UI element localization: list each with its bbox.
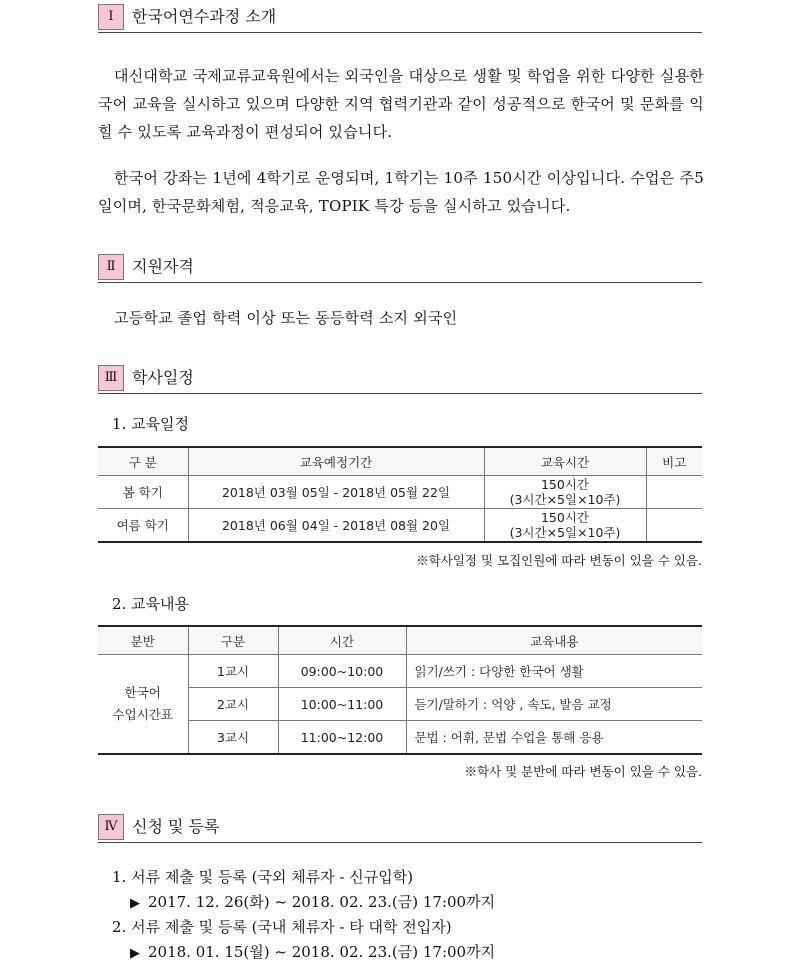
content-subtitle: 2. 교육내용: [112, 595, 190, 613]
term-cell: 여름 학기: [98, 509, 188, 543]
section-header-registration: [98, 814, 702, 843]
registration-item-title: 1. 서류 제출 및 등록 (국외 체류자 - 신규입학): [112, 868, 414, 886]
time-cell: 09:00~10:00: [278, 655, 406, 688]
period-cell: 2018년 06월 04일 - 2018년 08월 20일: [188, 509, 484, 543]
section-number: Ⅰ: [98, 4, 124, 30]
content-cell: 문법 : 어휘, 문법 수업을 통해 응용: [406, 721, 702, 755]
qualification-text: 고등학교 졸업 학력 이상 또는 동등학력 소지 외국인: [114, 309, 458, 327]
schedule-footnote: ※학사일정 및 모집인원에 따라 변동이 있을 수 있음.: [416, 553, 702, 568]
hours-cell: 150시간 (3시간×5일×10주): [484, 476, 646, 509]
section-title: 신청 및 등록: [132, 817, 220, 836]
curriculum-table: [98, 625, 702, 755]
time-cell: 10:00~11:00: [278, 688, 406, 721]
table-header-row: [98, 626, 702, 655]
content-cell: 읽기/쓰기 : 다양한 한국어 생활: [406, 655, 702, 688]
content-cell: 듣기/말하기 : 억양 , 속도, 발음 교정: [406, 688, 702, 721]
group-cell: 한국어 수업시간표: [98, 655, 188, 755]
header-cell: 구분: [188, 626, 278, 655]
section-number: Ⅳ: [98, 814, 124, 840]
header-cell: 교육예정기간: [188, 447, 484, 476]
section-header-schedule: [98, 365, 702, 394]
schedule-table: [98, 446, 702, 543]
section-title: 한국어연수과정 소개: [132, 7, 277, 26]
table-row: [98, 655, 702, 688]
section-title: 지원자격: [132, 257, 194, 276]
header-cell: 교육시간: [484, 447, 646, 476]
section-title: 학사일정: [132, 368, 194, 387]
intro-paragraph-1: 대신대학교 국제교류교육원에서는 외국인을 대상으로 생활 및 학업을 위한 다양한 실용한국어 교육을 실시하고 있으며 다양한 지역 협력기관과 같이 성공적으로 한국어 및 문화를 익힐 수 있도록 교육과정이 편성되어 있습니다.: [98, 67, 704, 141]
section-number: Ⅱ: [98, 254, 124, 280]
hours-cell: 150시간 (3시간×5일×10주): [484, 509, 646, 543]
registration-item-title: 2. 서류 제출 및 등록 (국내 체류자 - 타 대학 전입자): [112, 918, 452, 936]
content-footnote: ※학사 및 분반에 따라 변동이 있을 수 있음.: [464, 764, 702, 779]
intro-paragraph-2: 한국어 강좌는 1년에 4학기로 운영되며, 1학기는 10주 150시간 이상입니다. 수업은 주5일이며, 한국문화체험, 적응교육, TOPIK 특강 등을 실시하고 있습니다.: [98, 169, 704, 215]
note-cell: [646, 476, 702, 509]
arrow-icon: ▶: [130, 946, 140, 961]
period-cell: 3교시: [188, 721, 278, 755]
header-cell: 구 분: [98, 447, 188, 476]
table-row: [98, 688, 702, 721]
header-cell: 비고: [646, 447, 702, 476]
table-row: [98, 476, 702, 509]
time-cell: 11:00~12:00: [278, 721, 406, 755]
section-header-intro: [98, 4, 702, 33]
registration-item-date: ▶ 2017. 12. 26(화) ~ 2018. 02. 23.(금) 17:00까지: [130, 893, 496, 911]
arrow-icon: ▶: [130, 896, 140, 911]
period-cell: 2018년 03월 05일 - 2018년 05월 22일: [188, 476, 484, 509]
note-cell: [646, 509, 702, 543]
header-cell: 시간: [278, 626, 406, 655]
term-cell: 봄 학기: [98, 476, 188, 509]
registration-item-date: ▶ 2018. 01. 15(월) ~ 2018. 02. 23.(금) 17:00까지: [130, 943, 496, 961]
section-number: Ⅲ: [98, 365, 124, 391]
table-row: [98, 721, 702, 755]
schedule-subtitle: 1. 교육일정: [112, 415, 190, 433]
period-cell: 1교시: [188, 655, 278, 688]
table-header-row: [98, 447, 702, 476]
period-cell: 2교시: [188, 688, 278, 721]
table-row: [98, 509, 702, 543]
section-header-qualification: [98, 254, 702, 283]
header-cell: 분반: [98, 626, 188, 655]
header-cell: 교육내용: [406, 626, 702, 655]
